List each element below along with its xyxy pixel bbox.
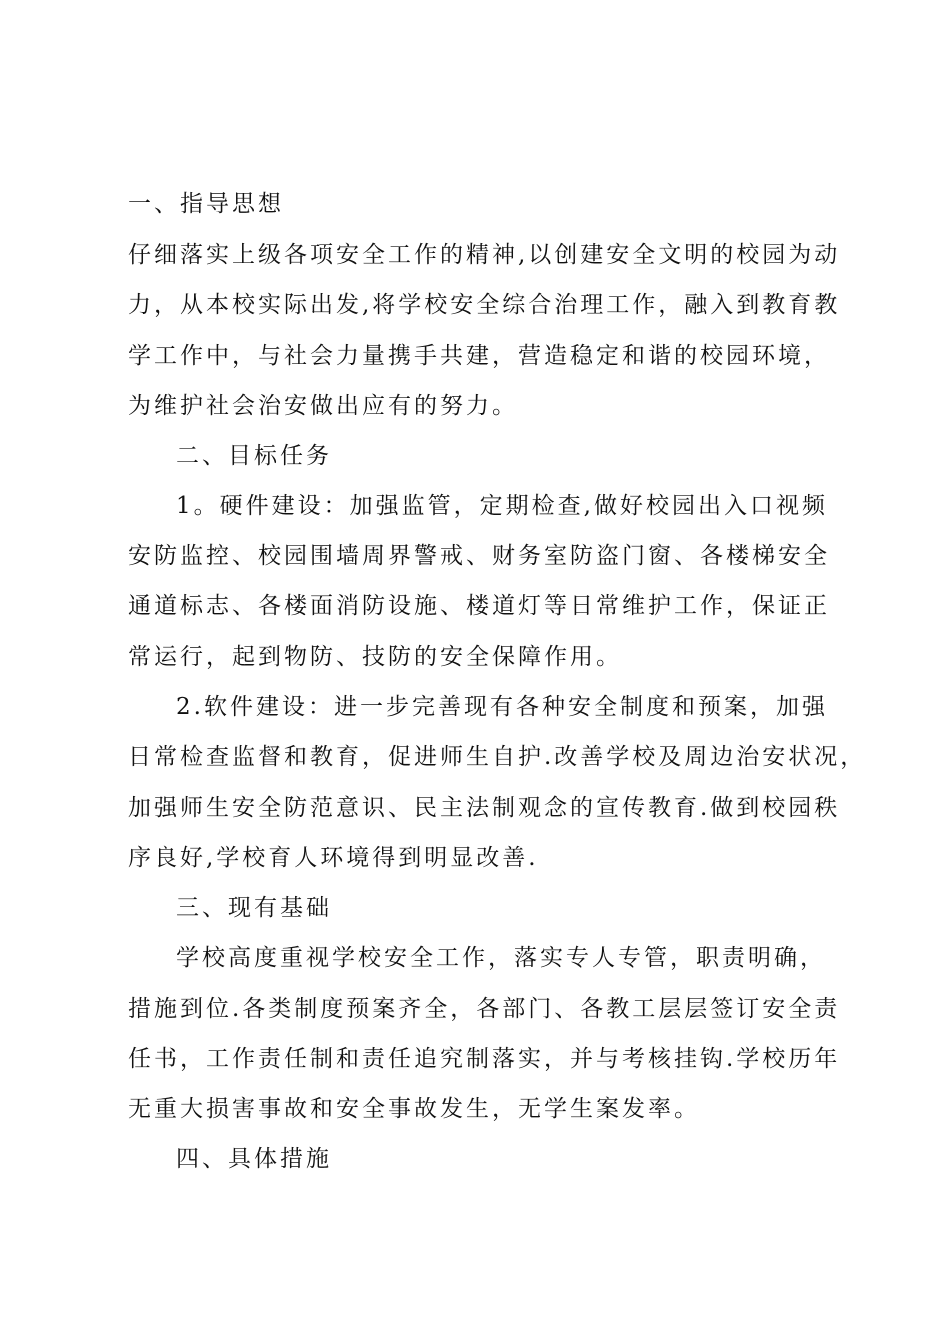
- paragraph-line: 任书，工作责任制和责任追究制落实，并与考核挂钩.学校历年: [128, 1046, 841, 1072]
- paragraph-line: 无重大损害事故和安全事故发生，无学生案发率。: [128, 1096, 700, 1122]
- paragraph-line: 加强师生安全防范意识、民主法制观念的宣传教育.做到校园秩: [128, 795, 841, 821]
- paragraph-line: 日常检查监督和教育，促进师生自护.改善学校及周边治安状况，: [128, 744, 867, 770]
- paragraph-line: 1。硬件建设：加强监管，定期检查,做好校园出入口视频: [176, 493, 828, 519]
- paragraph-line: 安防监控、校园围墙周界警戒、财务室防盗门窗、各楼梯安全: [128, 543, 830, 569]
- section-heading-guiding-ideology: 一、指导思想: [128, 191, 284, 217]
- paragraph-line: 序良好,学校育人环境得到明显改善.: [128, 845, 539, 871]
- section-heading-existing-foundation: 三、现有基础: [176, 895, 332, 921]
- paragraph-line: 常运行，起到物防、技防的安全保障作用。: [128, 644, 622, 670]
- paragraph-line: 2.软件建设：进一步完善现有各种安全制度和预案，加强: [176, 694, 828, 720]
- paragraph-line: 学工作中，与社会力量携手共建，营造稳定和谐的校园环境，: [128, 343, 830, 369]
- paragraph-line: 力，从本校实际出发,将学校安全综合治理工作，融入到教育教: [128, 292, 841, 318]
- paragraph-line: 措施到位.各类制度预案齐全，各部门、各教工层层签订安全责: [128, 996, 841, 1022]
- paragraph-line: 学校高度重视学校安全工作，落实专人专管，职责明确，: [176, 945, 826, 971]
- section-heading-specific-measures: 四、具体措施: [176, 1146, 332, 1172]
- paragraph-line: 仔细落实上级各项安全工作的精神,以创建安全文明的校园为动: [128, 242, 841, 268]
- paragraph-line: 通道标志、各楼面消防设施、楼道灯等日常维护工作，保证正: [128, 593, 830, 619]
- section-heading-goals-tasks: 二、目标任务: [176, 443, 332, 469]
- paragraph-line: 为维护社会治安做出应有的努力。: [128, 393, 518, 419]
